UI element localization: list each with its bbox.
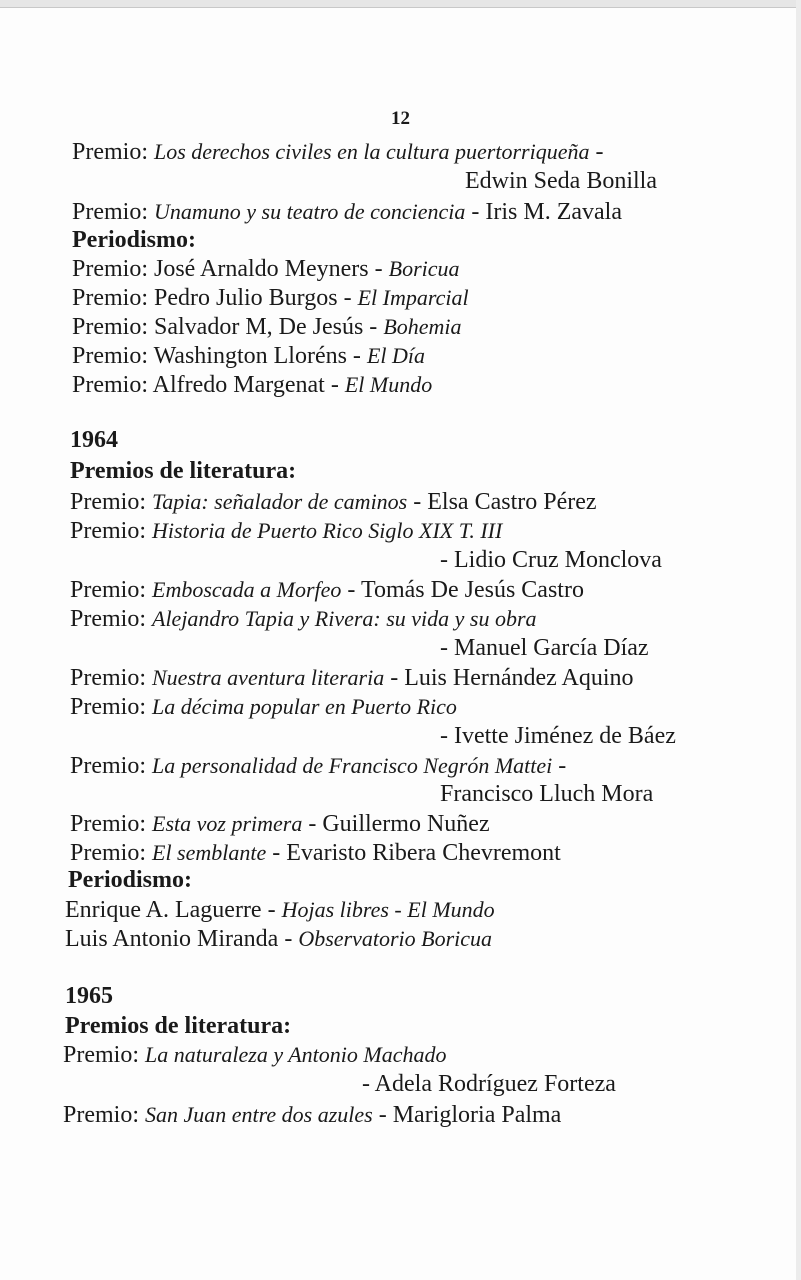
- journalism-entry: Premio: Salvador M, De Jesús - Bohemia: [72, 314, 462, 340]
- award-author: Francisco Lluch Mora: [440, 781, 654, 807]
- award-entry: Premio: San Juan entre dos azules - Marigloria Palma: [63, 1102, 562, 1128]
- award-entry: Premio: La personalidad de Francisco Negrón Mattei -: [70, 753, 567, 779]
- award-entry: Premio: Nuestra aventura literaria - Luis Hernández Aquino: [70, 665, 634, 691]
- journalism-entry: Luis Antonio Miranda - Observatorio Boricua: [65, 926, 493, 952]
- section-heading-literature: Premios de literatura:: [65, 1013, 292, 1039]
- journalism-entry: Premio: Alfredo Margenat - El Mundo: [72, 372, 433, 398]
- award-entry: Premio: Tapia: señalador de caminos - Elsa Castro Pérez: [70, 489, 597, 515]
- award-entry: Premio: Alejandro Tapia y Rivera: su vida y su obra: [70, 606, 537, 632]
- award-author: - Adela Rodríguez Forteza: [362, 1071, 616, 1097]
- journalism-entry: Premio: Pedro Julio Burgos - El Imparcial: [72, 285, 469, 311]
- page-top-edge: [0, 0, 801, 8]
- year-heading-1964: 1964: [70, 427, 118, 453]
- award-entry: Premio: Historia de Puerto Rico Siglo XIX T. III: [70, 518, 503, 544]
- section-heading-journalism: Periodismo:: [72, 227, 196, 253]
- year-heading-1965: 1965: [65, 983, 113, 1009]
- award-entry: Premio: Unamuno y su teatro de conciencia - Iris M. Zavala: [72, 199, 622, 225]
- page-number: 12: [391, 108, 410, 129]
- page-right-edge: [796, 0, 801, 1280]
- journalism-entry: Enrique A. Laguerre - Hojas libres - El Mundo: [65, 897, 495, 923]
- award-entry: Premio: El semblante - Evaristo Ribera Chevremont: [70, 840, 561, 866]
- award-entry: Premio: La naturaleza y Antonio Machado: [63, 1042, 447, 1068]
- award-author: - Lidio Cruz Monclova: [440, 547, 662, 573]
- journalism-entry: Premio: José Arnaldo Meyners - Boricua: [72, 256, 460, 282]
- section-heading-literature: Premios de literatura:: [70, 458, 297, 484]
- award-entry: Premio: Los derechos civiles en la cultura puertorriqueña -: [72, 139, 604, 165]
- section-heading-journalism: Periodismo:: [68, 867, 192, 893]
- journalism-entry: Premio: Washington Lloréns - El Día: [72, 343, 425, 369]
- award-entry: Premio: Esta voz primera - Guillermo Nuñez: [70, 811, 490, 837]
- award-entry: Premio: Emboscada a Morfeo - Tomás De Jesús Castro: [70, 577, 584, 603]
- award-author: Edwin Seda Bonilla: [465, 168, 657, 194]
- award-entry: Premio: La décima popular en Puerto Rico: [70, 694, 457, 720]
- award-author: - Ivette Jiménez de Báez: [440, 723, 676, 749]
- award-author: - Manuel García Díaz: [440, 635, 649, 661]
